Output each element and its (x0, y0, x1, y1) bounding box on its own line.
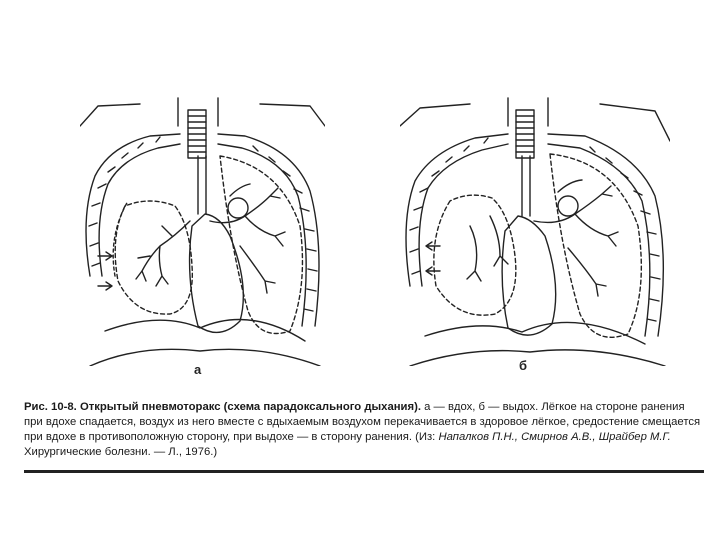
right-hilum (558, 196, 578, 216)
figure-caption (24, 400, 704, 460)
right-bronchial-tree (534, 180, 618, 296)
caption-ref: Рис. 10-8. (24, 401, 77, 413)
diaphragm (425, 322, 645, 344)
caption-title: Открытый пневмоторакс (схема парадоксального дыхания). (79, 401, 421, 413)
panel-label-a: а (194, 362, 202, 377)
main-bronchus (198, 156, 206, 214)
left-chest-wall (406, 134, 508, 286)
caption-authors: Напалков П.Н., Смирнов А.В., Шрайбер М.Г. (438, 431, 671, 443)
left-shoulder-outline (400, 104, 470, 126)
main-bronchus (522, 156, 530, 216)
air-outflow-arrow (426, 242, 440, 250)
caption-source: Хирургические болезни. — Л., 1976.) (24, 446, 218, 458)
thorax-diagram-inhale (80, 96, 325, 366)
left-bronchial-tree (136, 221, 190, 286)
bottom-rule (24, 470, 704, 473)
right-hilum (228, 198, 248, 218)
panel-label-b: б (519, 358, 528, 373)
heart-mediastinum (502, 216, 556, 335)
right-shoulder-outline (600, 104, 670, 141)
thorax-diagram-exhale (400, 96, 670, 366)
right-lung-exhale (550, 154, 641, 337)
caption-text: а — вдох, б — выдох. Лёгкое на стороне ранения при вдохе спадается, воздух из него вместе с вдыхаемым воздухом перекачивается в здоровое лёгкое, средостение смещается при вдохе в противоположную сторону, при выдохе — в сторону ранения. (Из: (24, 401, 701, 443)
left-shoulder-outline (80, 104, 140, 126)
right-shoulder-outline (260, 104, 325, 126)
diagram-panel-a (80, 96, 325, 366)
collapsed-left-lung (115, 201, 192, 314)
heart-mediastinum (190, 214, 244, 332)
diagram-panel-b (400, 96, 670, 366)
right-bronchial-tree (210, 184, 285, 293)
expanded-right-lung (220, 156, 302, 334)
